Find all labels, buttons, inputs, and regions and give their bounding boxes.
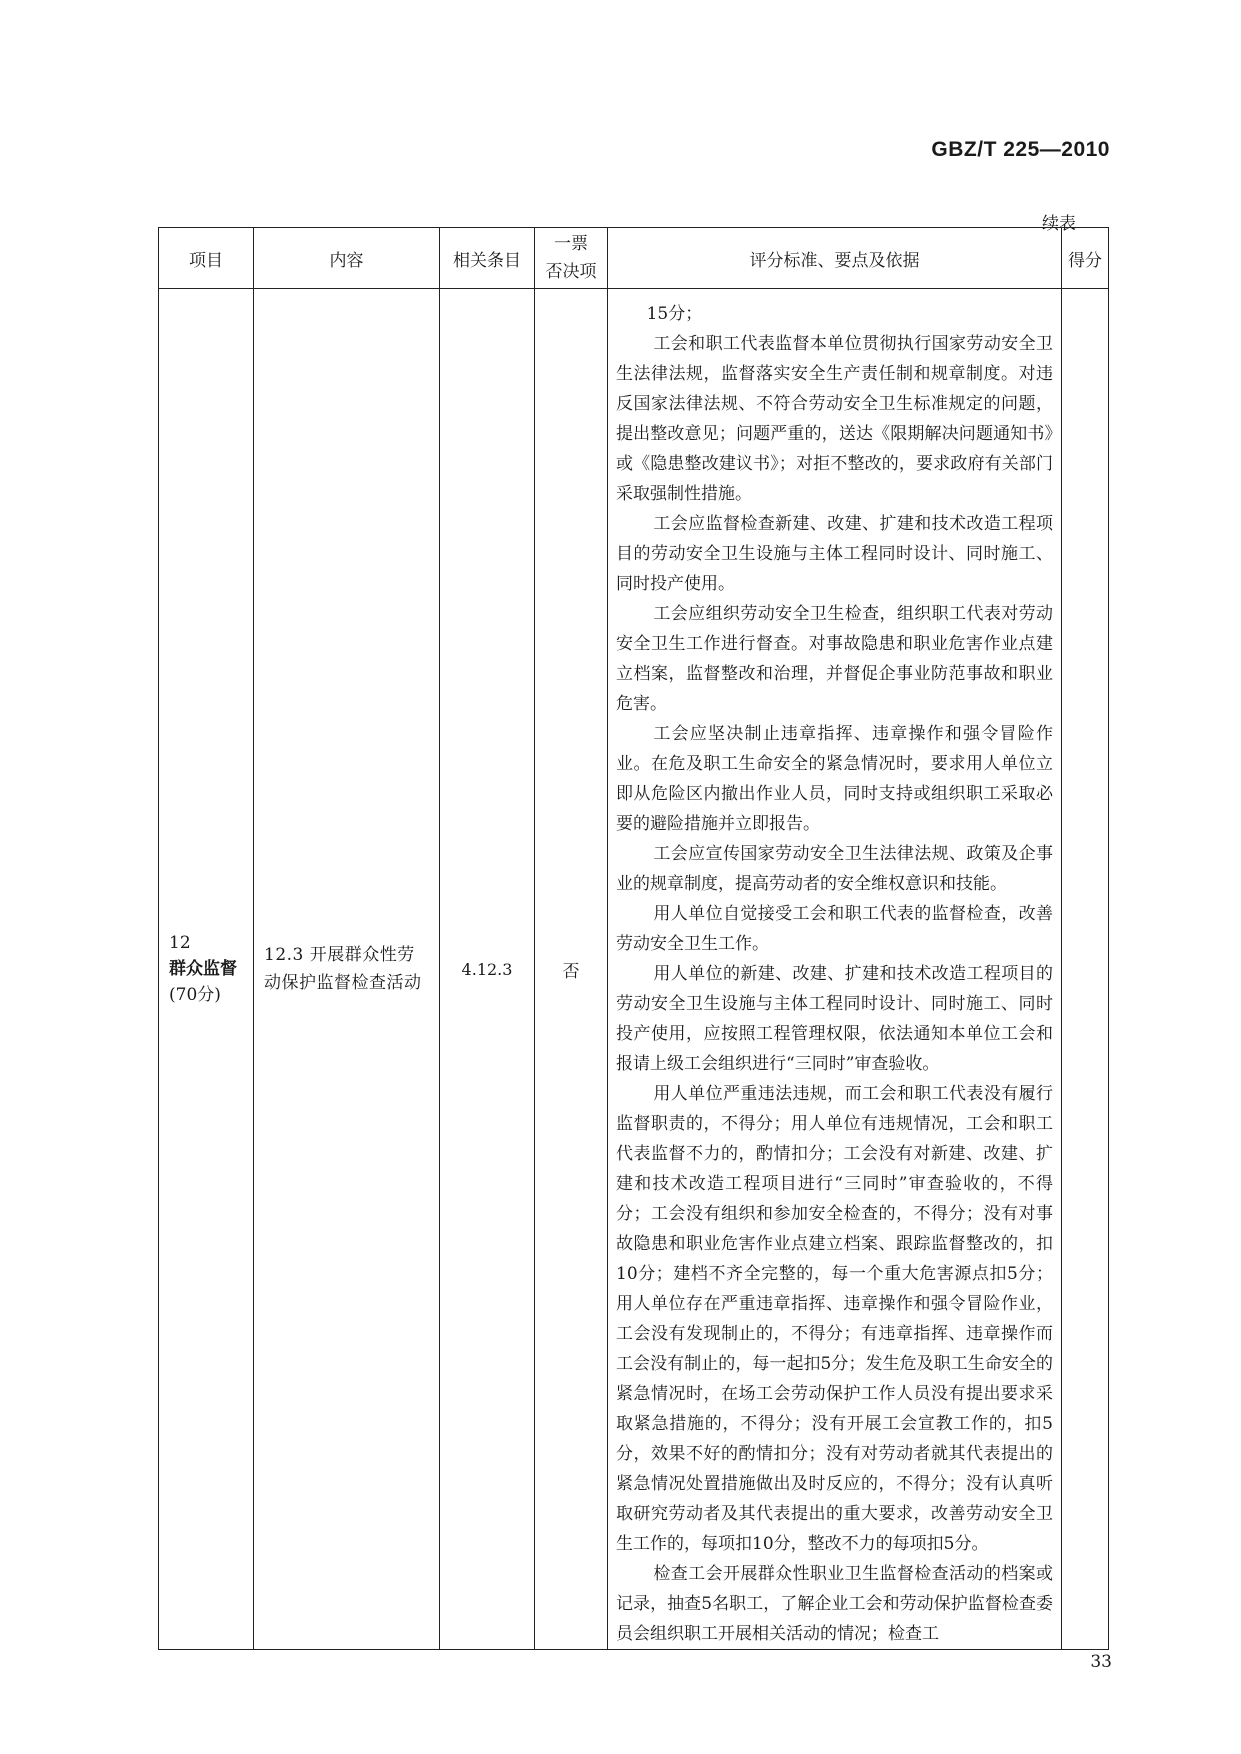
cell-criteria [608,289,1062,1650]
table-row [159,289,1109,1650]
item-name: 群众监督 [169,959,237,979]
continued-label: 续表 [1042,214,1076,234]
criteria-paragraph: 检查工会开展群众性职业卫生监督检查活动的档案或记录，抽查5名职工，了解企业工会和劳动保护监督检查委员会组织职工开展相关活动的情况；检查工 [616,1564,1053,1644]
item-points: (70分) [169,985,221,1005]
table-header-row [159,228,1109,289]
criteria-paragraph: 用人单位的新建、改建、扩建和技术改造工程项目的劳动安全卫生设施与主体工程同时设计、同时施工、同时投产使用，应按照工程管理权限，依法通知本单位工会和报请上级工会组织进行“三同时”审查验收。 [616,964,1053,1074]
criteria-paragraph: 工会应宣传国家劳动安全卫生法律法规、政策及企事业的规章制度，提高劳动者的安全维权意识和技能。 [616,844,1053,894]
cell-item [159,289,254,1650]
header-veto-line1: 一票 [554,234,588,254]
criteria-paragraph: 15分； [646,304,703,324]
item-number: 12 [169,933,191,953]
cell-content: 12.3 开展群众性劳动保护监督检查活动 [254,289,440,1650]
criteria-paragraph: 工会应监督检查新建、改建、扩建和技术改造工程项目的劳动安全卫生设施与主体工程同时设计、同时施工、同时投产使用。 [616,514,1053,594]
cell-score [1062,289,1109,1650]
header-score: 得分 [1062,228,1109,289]
criteria-paragraph: 工会应坚决制止违章指挥、违章操作和强令冒险作业。在危及职工生命安全的紧急情况时，要求用人单位立即从危险区内撤出作业人员，同时支持或组织职工采取必要的避险措施并立即报告。 [616,724,1053,834]
criteria-paragraph: 工会和职工代表监督本单位贯彻执行国家劳动安全卫生法律法规，监督落实安全生产责任制和规章制度。对违反国家法律法规、不符合劳动安全卫生标准规定的问题，提出整改意见；问题严重的，送达《限期解决问题通知书》或《隐患整改建议书》；对拒不整改的，要求政府有关部门采取强制性措施。 [616,334,1053,504]
criteria-paragraph: 工会应组织劳动安全卫生检查，组织职工代表对劳动安全卫生工作进行督查。对事故隐患和职业危害作业点建立档案，监督整改和治理，并督促企事业防范事故和职业危害。 [616,604,1053,714]
page-number: 33 [1090,1652,1112,1672]
criteria-paragraph: 用人单位严重违法违规，而工会和职工代表没有履行监督职责的，不得分；用人单位有违规情况，工会和职工代表监督不力的，酌情扣分；工会没有对新建、改建、扩建和技术改造工程项目进行“三同时”审查验收的，不得分；工会没有组织和参加安全检查的，不得分；没有对事故隐患和职业危害作业点建立档案、跟踪监督整改的，扣10分；建档不齐全完整的，每一个重大危害源点扣5分；用人单位存在严重违章指挥、违章操作和强令冒险作业，工会没有发现制止的，不得分；有违章指挥、违章操作而工会没有制止的，每一起扣5分；发生危及职工生命安全的紧急情况时，在场工会劳动保护工作人员没有提出要求采取紧急措施的，不得分；没有开展工会宣教工作的，扣5分，效果不好的酌情扣分；没有对劳动者就其代表提出的紧急情况处置措施做出及时反应的，不得分；没有认真听取研究劳动者及其代表提出的重大要求，改善劳动安全卫生工作的，每项扣10分，整改不力的每项扣5分。 [616,1084,1053,1554]
scoring-table [158,227,1109,1650]
standard-code: GBZ/T 225—2010 [931,138,1110,161]
header-clause: 相关条目 [440,228,535,289]
criteria-text [616,299,1053,1649]
header-veto [535,228,608,289]
header-content: 内容 [254,228,440,289]
criteria-paragraph: 用人单位自觉接受工会和职工代表的监督检查，改善劳动安全卫生工作。 [616,904,1053,954]
header-item: 项目 [159,228,254,289]
cell-veto: 否 [535,289,608,1650]
header-criteria: 评分标准、要点及依据 [608,228,1062,289]
cell-clause: 4.12.3 [440,289,535,1650]
header-veto-line2: 否决项 [545,262,597,282]
